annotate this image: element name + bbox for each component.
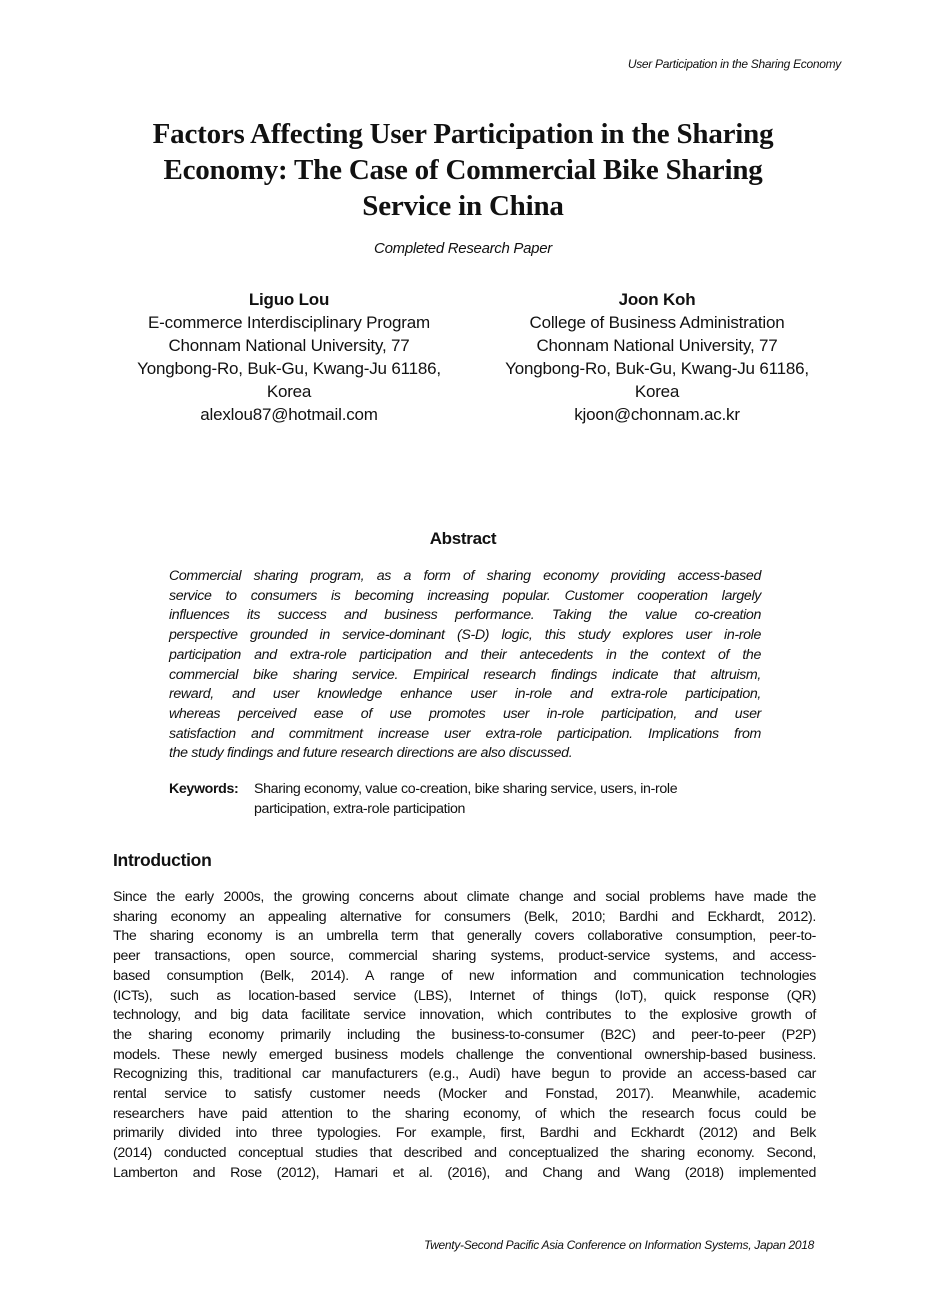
abstract-line: commercial bike sharing service. Empirical research findings indicate that altruism,: [169, 666, 761, 683]
author-affiliation: College of Business Administration: [529, 313, 785, 332]
body-line: researchers have paid attention to the sharing economy, of which the research focus could be: [113, 1105, 816, 1122]
section-heading-introduction: Introduction: [113, 850, 212, 870]
body-line: models. These newly emerged business models challenge the conventional ownership-based business.: [113, 1046, 816, 1063]
abstract-line: influences its success and business performance. Taking the value co-creation: [169, 607, 761, 624]
abstract-line: participation and extra-role participation and their antecedents in the context of the: [169, 646, 761, 663]
body-line: sharing economy an appealing alternative for consumers (Belk, 2010; Bardhi and Eckhardt, 2012).: [113, 908, 816, 925]
paper-title: [90, 116, 836, 224]
body-line: (ICTs), such as location-based service (LBS), Internet of things (IoT), quick response (QR): [113, 987, 816, 1004]
author-affiliation: Korea: [634, 382, 680, 401]
title-line: Factors Affecting User Participation in the Sharing: [152, 118, 774, 150]
author-affiliation: Chonnam National University, 77: [536, 336, 778, 355]
body-line: rental service to satisfy customer needs (Mocker and Fonstad, 2017). Meanwhile, academic: [113, 1086, 816, 1103]
author-affiliation: Yongbong-Ro, Buk-Gu, Kwang-Ju 61186,: [137, 359, 441, 378]
author-email[interactable]: alexlou87@hotmail.com: [200, 405, 378, 424]
abstract-line: whereas perceived ease of use promotes user in-role participation, and user: [169, 705, 761, 722]
author-email[interactable]: kjoon@chonnam.ac.kr: [574, 405, 740, 424]
body-line: (2014) conducted conceptual studies that described and conceptualized the sharing economy. Second,: [113, 1145, 816, 1162]
abstract-line: service to consumers is becoming increasing popular. Customer cooperation largely: [169, 587, 761, 604]
body-line: based consumption (Belk, 2014). A range of new information and communication technologies: [113, 967, 816, 984]
running-header: User Participation in the Sharing Economy: [627, 57, 841, 71]
author-affiliation: Yongbong-Ro, Buk-Gu, Kwang-Ju 61186,: [505, 359, 809, 378]
author-name: Joon Koh: [618, 290, 696, 309]
author-block-1: [109, 288, 469, 426]
body-line: The sharing economy is an umbrella term that generally covers collaborative consumption, peer-to-: [113, 928, 816, 945]
body-line: Lamberton and Rose (2012), Hamari et al. (2016), and Chang and Wang (2018) implemented: [113, 1164, 816, 1181]
title-line: Economy: The Case of Commercial Bike Sharing: [163, 154, 763, 186]
abstract-line: perspective grounded in service-dominant (S-D) logic, this study explores user in-role: [169, 627, 761, 644]
abstract-line: Commercial sharing program, as a form of sharing economy providing access-based: [169, 568, 761, 584]
introduction-text: [113, 888, 816, 1184]
keywords-label: Keywords:: [169, 781, 239, 797]
abstract-line: reward, and user knowledge enhance user in-role and extra-role participation,: [169, 686, 761, 703]
body-line: technology, and big data facilitate service innovation, which contributes to the explosive growth of: [113, 1007, 816, 1024]
page-footer: Twenty-Second Pacific Asia Conference on Information Systems, Japan 2018: [424, 1238, 814, 1252]
abstract-line: satisfaction and commitment increase user extra-role participation. Implications from: [169, 725, 761, 742]
author-affiliation: Chonnam National University, 77: [168, 336, 410, 355]
author-affiliation: Korea: [266, 382, 312, 401]
body-line: primarily divided into three typologies. For example, first, Bardhi and Eckhardt (2012) and Belk: [113, 1125, 816, 1142]
body-line: Since the early 2000s, the growing concerns about climate change and social problems have made the: [113, 889, 816, 905]
keywords-line: Sharing economy, value co-creation, bike sharing service, users, in-role: [254, 781, 678, 797]
author-name: Liguo Lou: [248, 290, 330, 309]
paper-type: Completed Research Paper: [374, 240, 552, 257]
body-line: Recognizing this, traditional car manufacturers (e.g., Audi) have begun to provide an access-based car: [113, 1066, 816, 1083]
abstract-text: [169, 567, 761, 764]
body-line: the sharing economy primarily including the business-to-consumer (B2C) and peer-to-peer (P2P): [113, 1026, 816, 1043]
author-affiliation: E-commerce Interdisciplinary Program: [148, 313, 430, 332]
body-line: peer transactions, open source, commercial sharing systems, product-service systems, and access-: [113, 948, 816, 965]
abstract-line: the study findings and future research directions are also discussed.: [169, 745, 573, 762]
title-line: Service in China: [362, 190, 564, 222]
abstract-heading: Abstract: [429, 529, 497, 548]
author-block-2: [477, 288, 837, 426]
keywords-line: participation, extra-role participation: [254, 801, 466, 817]
keywords-list: [254, 779, 774, 819]
